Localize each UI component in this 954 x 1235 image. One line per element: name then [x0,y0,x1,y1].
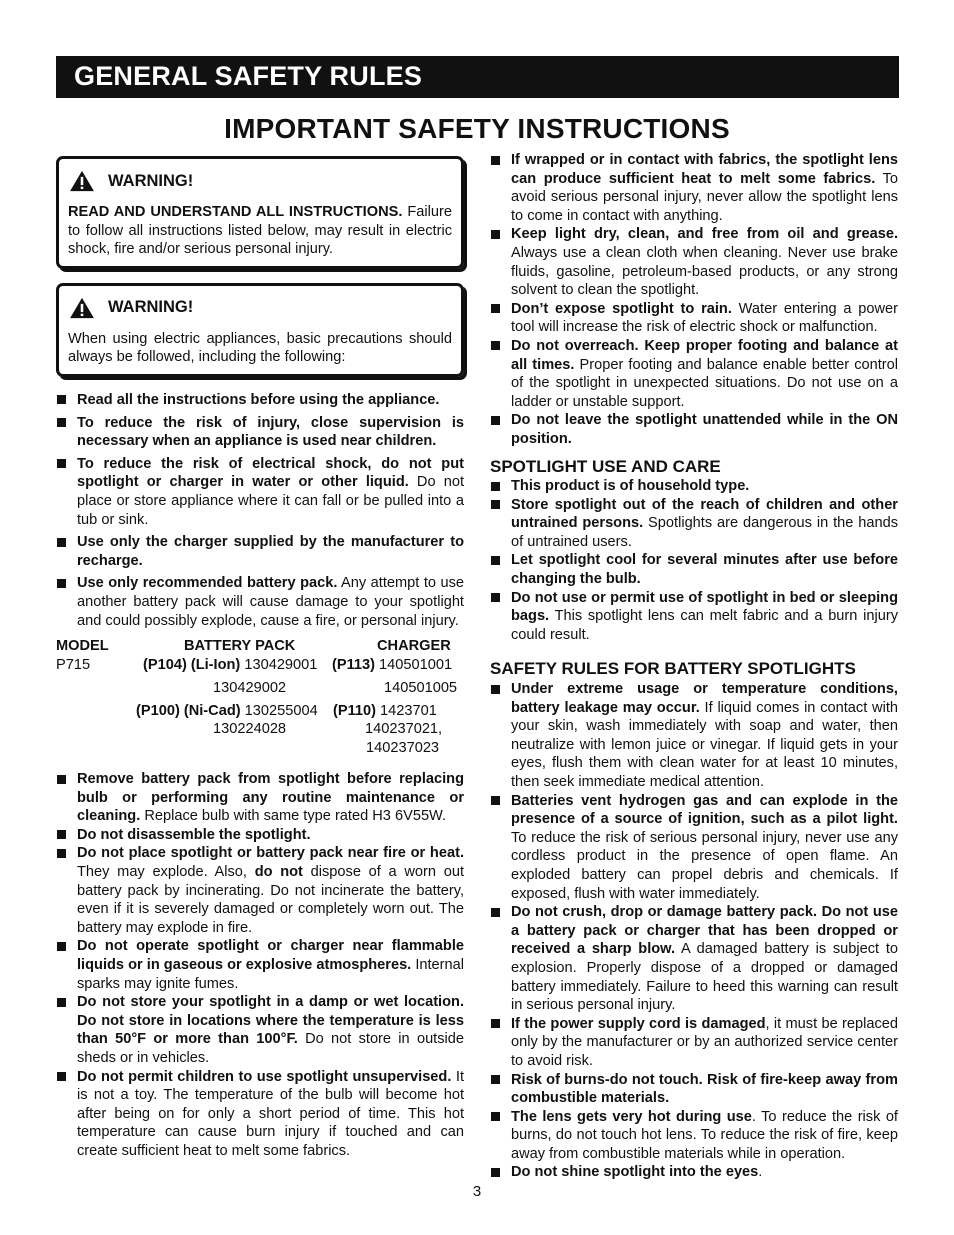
bullet-bold-text: do not [254,864,303,881]
right-bullet-list-1 [490,151,898,449]
bullet-item [490,411,898,448]
bullet-item [490,903,898,1015]
battery-header: BATTERY PACK [184,638,296,655]
charger-header: CHARGER [377,638,451,655]
charger-row-3: (P110) 1423701 [333,702,437,719]
section-header-title: GENERAL SAFETY RULES [74,61,423,91]
bullet-bold-text: Batteries vent hydrogen gas and can explode in the presence of a source of ignition, such as a pilot light. [511,792,898,828]
bullet-item [56,574,464,630]
bullet-text: Spotlights are dangerous in the hands of untrained users. [511,515,898,550]
warning-triangle-icon [68,297,96,319]
bullet-item [490,1108,898,1164]
bullet-item [490,300,898,337]
warning-heading-label: WARNING! [108,298,194,317]
bullet-text: It is not a toy. The temperature of the bulb will become hot after being on for only a short period of time. This hot temperature can cause burn injury if touched and can create sufficient heat to melt some fabrics. [77,1068,465,1159]
section-header-bar [56,56,899,98]
bullet-text: This spotlight lens can melt fabric and a burn injury could result. [511,608,898,643]
warning-heading [68,297,452,319]
warning-bold-text: READ AND UNDERSTAND ALL INSTRUCTIONS. [68,204,403,220]
left-column [56,156,464,1161]
bullet-bold-text: Do not store your spotlight in a damp or wet location. Do not store in locations where the temperature is less than 50°F or more than 100°F. [77,994,464,1048]
page-title: IMPORTANT SAFETY INSTRUCTIONS [224,113,730,144]
bullet-bold-text: Do not disassemble the spotlight. [77,826,311,843]
bullet-bold-text: Don’t expose spotlight to rain. [511,300,732,317]
bullet-item [490,337,898,411]
bullet-text: A damaged battery is subject to explosion. Properly dispose of a dropped or damaged battery immediately. Failure to heed this warning can result in serious personal injury. [511,941,899,1014]
bullet-text: Internal sparks may ignite fumes. [77,957,464,992]
bullet-bold-text: This product is of household type. [511,478,750,495]
bullet-text: , it must be replaced only by the manufacturer or by an authorized service center to avoid risk. [511,1015,898,1069]
bullet-item [56,391,464,410]
bullet-item [56,455,464,529]
bullet-text: Any attempt to use another battery pack will cause damage to your spotlight and could possibly explode, cause a fire, or personal injury. [77,575,464,629]
bullet-bold-text: Use only the charger supplied by the manufacturer to recharge. [77,534,464,569]
bullet-bold-text: If wrapped or in contact with fabrics, the spotlight lens can produce sufficient heat to melt some fabrics. [511,152,898,187]
bullet-text: Water entering a power tool will increase the risk of electric shock or malfunction. [511,300,898,336]
battery-row-2: 130429002 [213,679,287,696]
warning-heading-label: WARNING! [108,171,194,190]
bullet-bold-text: Do not permit children to use spotlight unsupervised. [77,1068,452,1085]
warning-heading [68,170,452,192]
bullet-item [56,1068,464,1161]
bullet-text: . To reduce the risk of burns, do not touch hot lens. To reduce the risk of fire, keep away from combustible materials while in operation. [511,1108,898,1162]
section-title-use-care: SPOTLIGHT USE AND CARE [490,456,721,476]
bullet-item [56,414,464,451]
bullet-text: Proper footing and balance enable better control of the spotlight in unexpected situations. Do not use on a ladder or unstable support. [511,356,898,410]
bullet-text: dispose of a worn out battery pack by incinerating. Do not incinerate the battery, even if it is severely damaged or completely worn out. The battery may explode in fire. [77,864,464,936]
page-number: 3 [472,1183,482,1200]
charger-row-4: 140237021, [365,721,443,738]
bullet-item [490,680,898,792]
bullet-bold-text: Do not overreach. Keep proper footing and balance at all times. [511,337,898,373]
charger-row-2: 140501005 [384,679,458,696]
bullet-item [490,477,898,496]
bullet-text: Always use a clean cloth when cleaning. Never use brake fluids, gasoline, petroleum-based products, or any strong solvent to clean the spotlight. [511,244,898,299]
bullet-bold-text: Do not use or permit use of spotlight in bed or sleeping bags. [511,589,898,625]
bullet-bold-text: To reduce the risk of electrical shock, do not put spotlight or charger in water or other liquid. [77,455,464,491]
warning-triangle-icon [68,170,96,192]
bullet-item [56,993,464,1067]
bullet-bold-text: Store spotlight out of the reach of children and other untrained persons. [511,496,898,532]
bullet-bold-text: Let spotlight cool for several minutes after use before changing the bulb. [511,552,898,588]
bullet-bold-text: Read all the instructions before using the appliance. [77,391,440,408]
bullet-item [490,1071,898,1108]
bullet-bold-text: Under extreme usage or temperature conditions, battery leakage may occur. [511,681,898,716]
bullet-bold-text: Use only recommended battery pack. [77,575,338,592]
bullet-text: If liquid comes in contact with your skin, wash immediately with soap and water, then neutralize with lemon juice or vinegar. If liquid gets in your eyes, flush them with clean water for at least 10 minutes, then seek immediate medical attention. [511,699,898,790]
warning-box-2 [56,283,464,377]
bullet-text: Do not place or store appliance where it can fall or be pulled into a tub or sink. [77,474,465,528]
bullet-bold-text: Do not operate spotlight or charger near flammable liquids or in gaseous or explosive atmospheres. [77,938,464,974]
bullet-text: Do not store in outside sheds or in vehicles. [77,1031,465,1066]
battery-row-4: 130224028 [213,721,287,738]
bullet-bold-text: Do not crush, drop or damage battery pack. Do not use a battery pack or charger that has been dropped or received a sharp blow. [511,904,898,958]
bullet-item [490,1015,898,1071]
bullet-bold-text: Remove battery pack from spotlight before replacing bulb or performing any routine maintenance or cleaning. [77,771,464,825]
right-column [490,151,898,1182]
bullet-item [56,826,464,845]
bullet-bold-text: Do not leave the spotlight unattended while in the ON position. [511,412,898,447]
bullet-text: . [758,1164,763,1181]
bullet-item [56,533,464,570]
bullet-bold-text: Do not place spotlight or battery pack near fire or heat. [77,845,464,862]
warning-text: Failure to follow all instructions listed below, may result in electric shock, fire and/or serious personal injury. [68,204,452,258]
bullet-item [56,844,464,937]
bullet-item [490,225,898,299]
bullet-text: To reduce the risk of serious personal injury, never use any cordless product in the presence of open flame. An exploded battery can propel debris and chemicals. If exposed, flush with water immediately. [511,829,898,902]
bullet-text: They may explode. Also, [77,864,255,881]
bullet-item [56,937,464,993]
model-value: P715 [56,656,91,673]
bullet-item [56,770,464,826]
bullet-bold-text: Risk of burns-do not touch. Risk of fire-keep away from combustible materials. [511,1071,898,1107]
battery-row-3: (P100) (Ni-Cad) 130255004 [136,702,318,719]
warning-body: When using electric appliances, basic precautions should always be followed, including the following: [68,330,452,366]
section-title-battery: SAFETY RULES FOR BATTERY SPOTLIGHTS [490,659,856,679]
charger-row-1: (P113) 140501001 [332,656,453,673]
bullet-item [490,1163,898,1182]
charger-row-5: 140237023 [366,739,440,756]
bullet-item [490,792,898,904]
model-header: MODEL [56,638,109,655]
bullet-item [490,496,898,552]
bullet-item [490,589,898,645]
bullet-item [490,151,898,225]
left-bullet-list-1 [56,391,464,630]
use-care-bullet-list [490,477,898,644]
bullet-text: To avoid serious personal injury, never allow the spotlight lens to come in contact with anything. [511,170,898,224]
battery-row-1: (P104) (Li-Ion) 130429001 [143,656,318,673]
bullet-item [490,551,898,588]
bullet-text: Replace bulb with same type rated H3 6V55W. [140,808,447,825]
model-table [56,637,464,765]
bullet-bold-text: Keep light dry, clean, and free from oil and grease. [511,226,898,243]
bullet-bold-text: The lens gets very hot during use [511,1108,752,1125]
warning-box-1 [56,156,464,269]
bullet-bold-text: To reduce the risk of injury, close supervision is necessary when an appliance is used near children. [77,414,464,450]
bullet-bold-text: Do not shine spotlight into the eyes [511,1164,759,1181]
warning-body [68,203,452,259]
left-bullet-list-2 [56,770,464,1160]
bullet-bold-text: If the power supply cord is damaged [511,1015,766,1032]
battery-bullet-list [490,680,898,1182]
